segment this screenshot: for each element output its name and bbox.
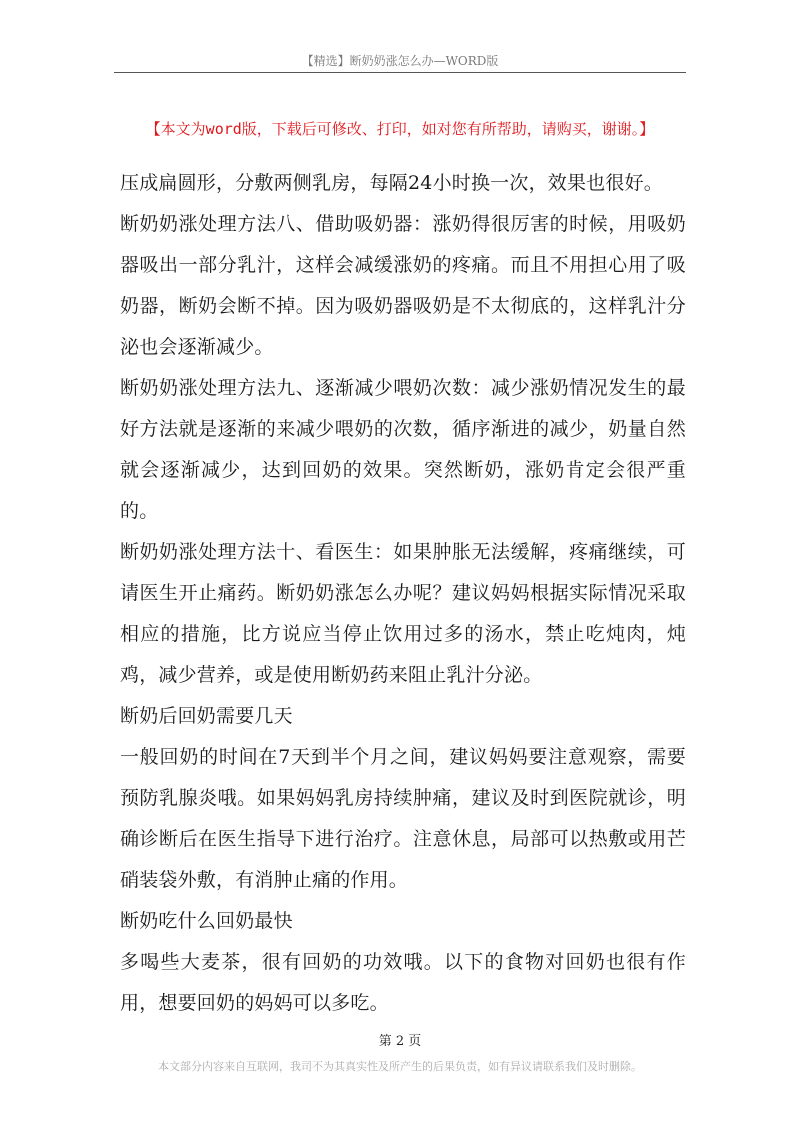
paragraph: 断奶奶涨处理方法九、逐渐减少喂奶次数：减少涨奶情况发生的最好方法就是逐渐的来减少喂奶的次数，循序渐进的减少，奶量自然就会逐渐减少，达到回奶的效果。突然断奶，涨奶肯定会很严重的。 xyxy=(120,377,686,522)
section-heading: 断奶吃什么回奶最快 xyxy=(120,910,293,932)
document-header-title: 【精选】断奶奶涨怎么办—WORD版 xyxy=(301,54,499,68)
paragraph: 断奶奶涨处理方法十、看医生：如果肿胀无法缓解，疼痛继续，可请医生开止痛药。断奶奶涨怎么办呢？建议妈妈根据实际情况采取相应的措施，比方说应当停止饮用过多的汤水，禁止吃炖肉，炖鸡，减少营养，或是使用断奶药来阻止乳汁分泌。 xyxy=(120,541,686,686)
paragraph: 断奶奶涨处理方法八、借助吸奶器：涨奶得很厉害的时候，用吸奶器吸出一部分乳汁，这样会减缓涨奶的疼痛。而且不用担心用了吸奶器，断奶会断不掉。因为吸奶器吸奶是不太彻底的，这样乳汁分泌也会逐渐减少。 xyxy=(120,213,686,358)
paragraph: 压成扁圆形，分敷两侧乳房，每隔24小时换一次，效果也很好。 xyxy=(120,172,663,194)
page-number: 第 2 页 xyxy=(378,1034,422,1049)
header-divider xyxy=(114,72,686,73)
paragraph: 多喝些大麦茶，很有回奶的功效哦。以下的食物对回奶也很有作用，想要回奶的妈妈可以多吃。 xyxy=(120,951,686,1014)
paragraph: 一般回奶的时间在7天到半个月之间，建议妈妈要注意观察，需要预防乳腺炎哦。如果妈妈乳房持续肿痛，建议及时到医院就诊，明确诊断后在医生指导下进行治疗。注意休息，局部可以热敷或用芒硝装袋外敷，有消肿止痛的作用。 xyxy=(120,746,686,891)
word-version-notice: 【本文为word版，下载后可修改、打印，如对您有所帮助，请购买，谢谢。】 xyxy=(145,120,655,138)
footer-disclaimer: 本文部分内容来自互联网，我司不为其真实性及所产生的后果负责，如有异议请联系我们及时删除。 xyxy=(158,1060,642,1073)
section-heading: 断奶后回奶需要几天 xyxy=(120,705,293,727)
document-body xyxy=(120,163,686,1024)
